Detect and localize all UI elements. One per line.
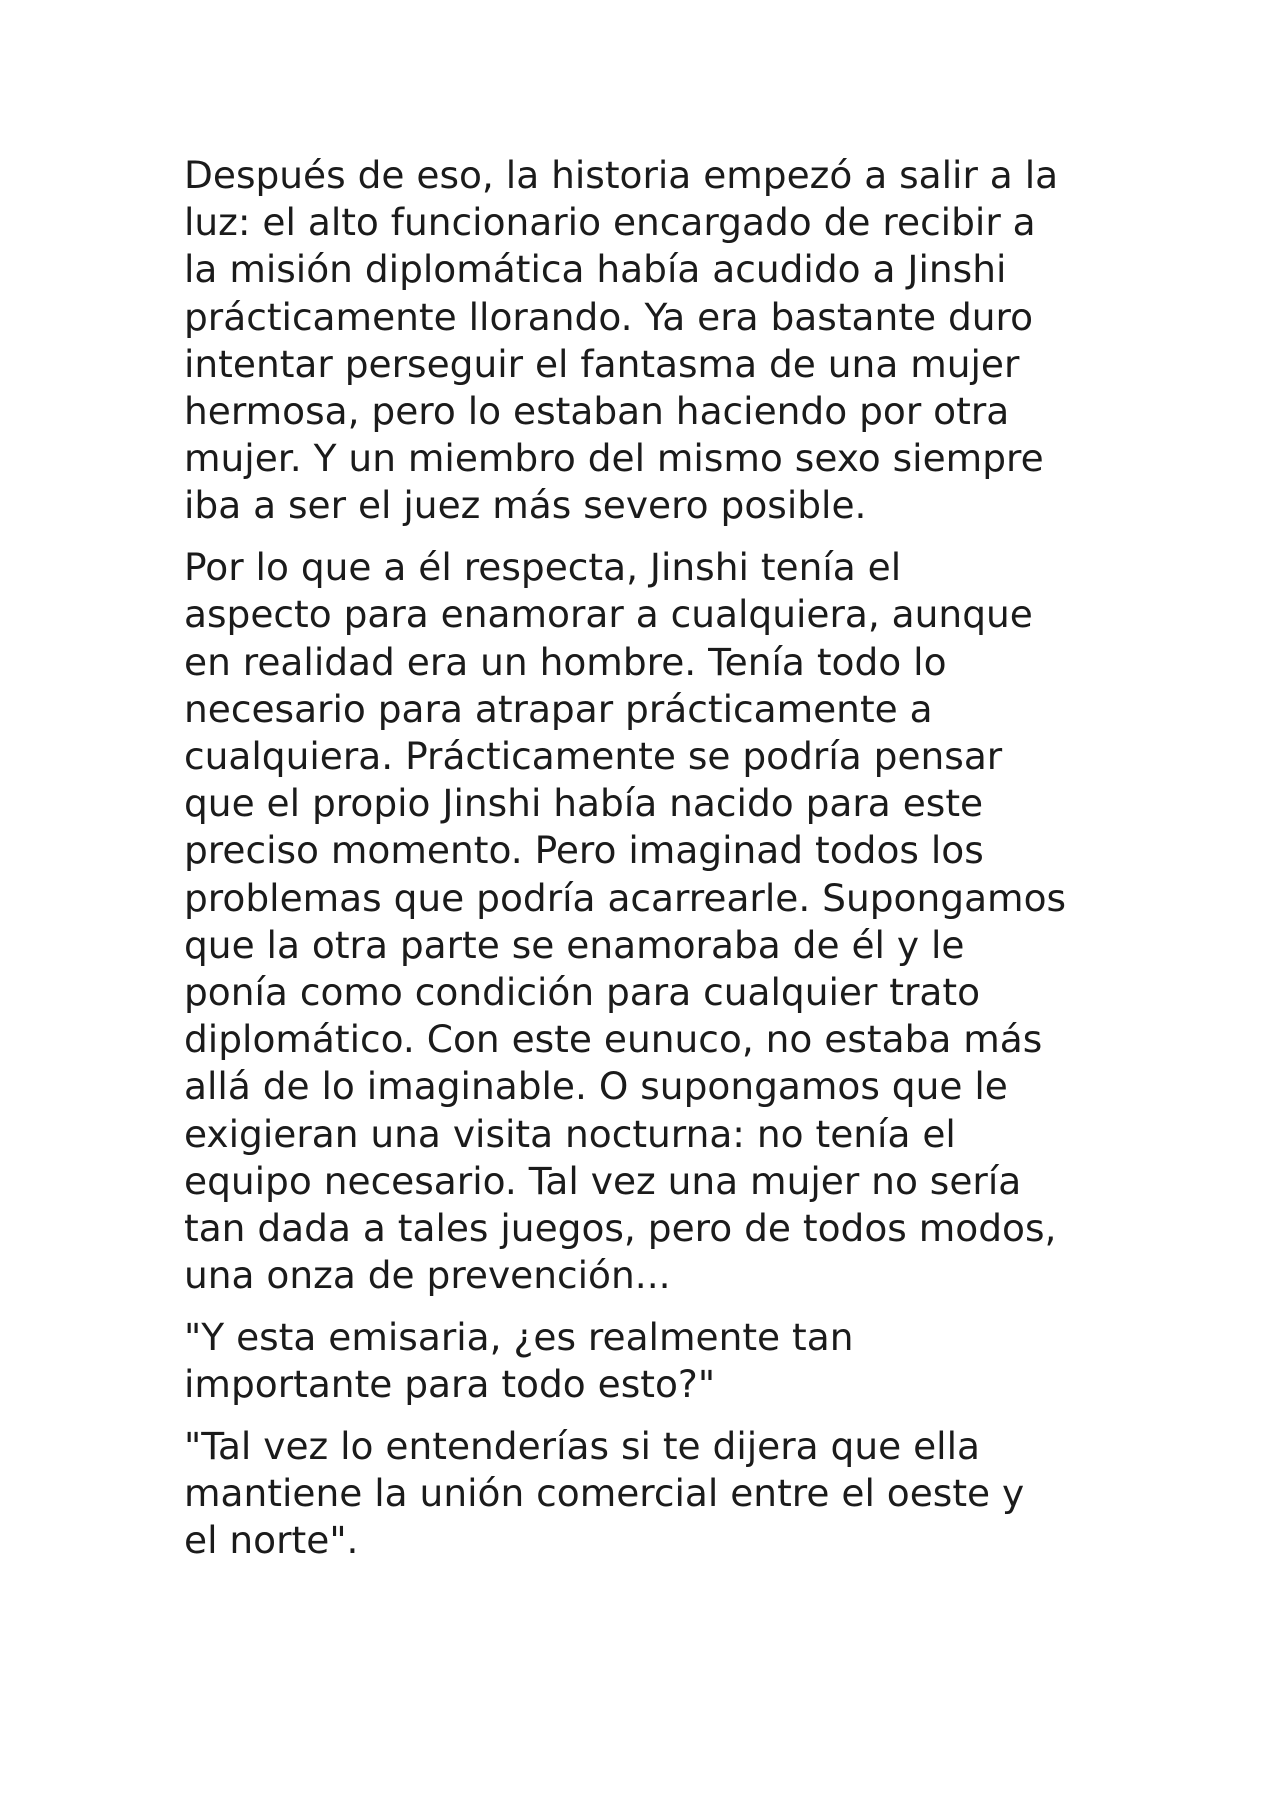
text-line: Después de eso, la historia empezó a salir a la <box>184 153 1059 197</box>
paragraph-4 <box>184 1423 1124 1565</box>
text-line: Por lo que a él respecta, Jinshi tenía el <box>184 545 902 590</box>
text-line: hermosa, pero lo estaban haciendo por otra <box>184 389 1010 434</box>
body-text <box>184 152 1124 1579</box>
paragraph-1 <box>184 152 1124 530</box>
text-line: diplomático. Con este eunuco, no estaba más <box>184 1017 1043 1062</box>
text-line: "Tal vez lo entenderías si te dijera que ella <box>184 1423 980 1468</box>
text-line: que el propio Jinshi había nacido para este <box>184 781 984 826</box>
text-line: tan dada a tales juegos, pero de todos modos, <box>184 1205 1057 1250</box>
text-line: allá de lo imaginable. O supongamos que le <box>184 1064 1008 1109</box>
text-line: "Y esta emisaria, ¿es realmente tan <box>184 1314 854 1359</box>
text-line: cualquiera. Prácticamente se podría pensar <box>184 733 1003 778</box>
text-line: mantiene la unión comercial entre el oeste y <box>184 1470 1025 1515</box>
text-line: en realidad era un hombre. Tenía todo lo <box>184 639 947 684</box>
text-line: intentar perseguir el fantasma de una mujer <box>184 341 1020 386</box>
paragraph-2 <box>184 544 1124 1299</box>
text-line: equipo necesario. Tal vez una mujer no sería <box>184 1158 1022 1203</box>
text-line: necesario para atrapar prácticamente a <box>184 686 933 731</box>
text-line: prácticamente llorando. Ya era bastante duro <box>184 294 1034 339</box>
text-line: luz: el alto funcionario encargado de recibir a <box>184 200 1036 245</box>
text-line: importante para todo esto?" <box>184 1362 716 1407</box>
text-line: problemas que podría acarrearle. Supongamos <box>184 875 1067 920</box>
text-line: una onza de prevención... <box>184 1253 671 1298</box>
text-line: aspecto para enamorar a cualquiera, aunque <box>184 592 1033 637</box>
text-line: iba a ser el juez más severo posible. <box>184 483 867 528</box>
text-line: mujer. Y un miembro del mismo sexo siempre <box>184 436 1044 481</box>
text-line: preciso momento. Pero imaginad todos los <box>184 828 984 873</box>
text-line: ponía como condición para cualquier trato <box>184 969 981 1014</box>
text-line: que la otra parte se enamoraba de él y le <box>184 922 965 967</box>
text-line: el norte". <box>184 1518 359 1563</box>
text-line: la misión diplomática había acudido a Jinshi <box>184 247 1007 292</box>
text-line: exigieran una visita nocturna: no tenía el <box>184 1111 956 1156</box>
paragraph-3 <box>184 1314 1124 1408</box>
